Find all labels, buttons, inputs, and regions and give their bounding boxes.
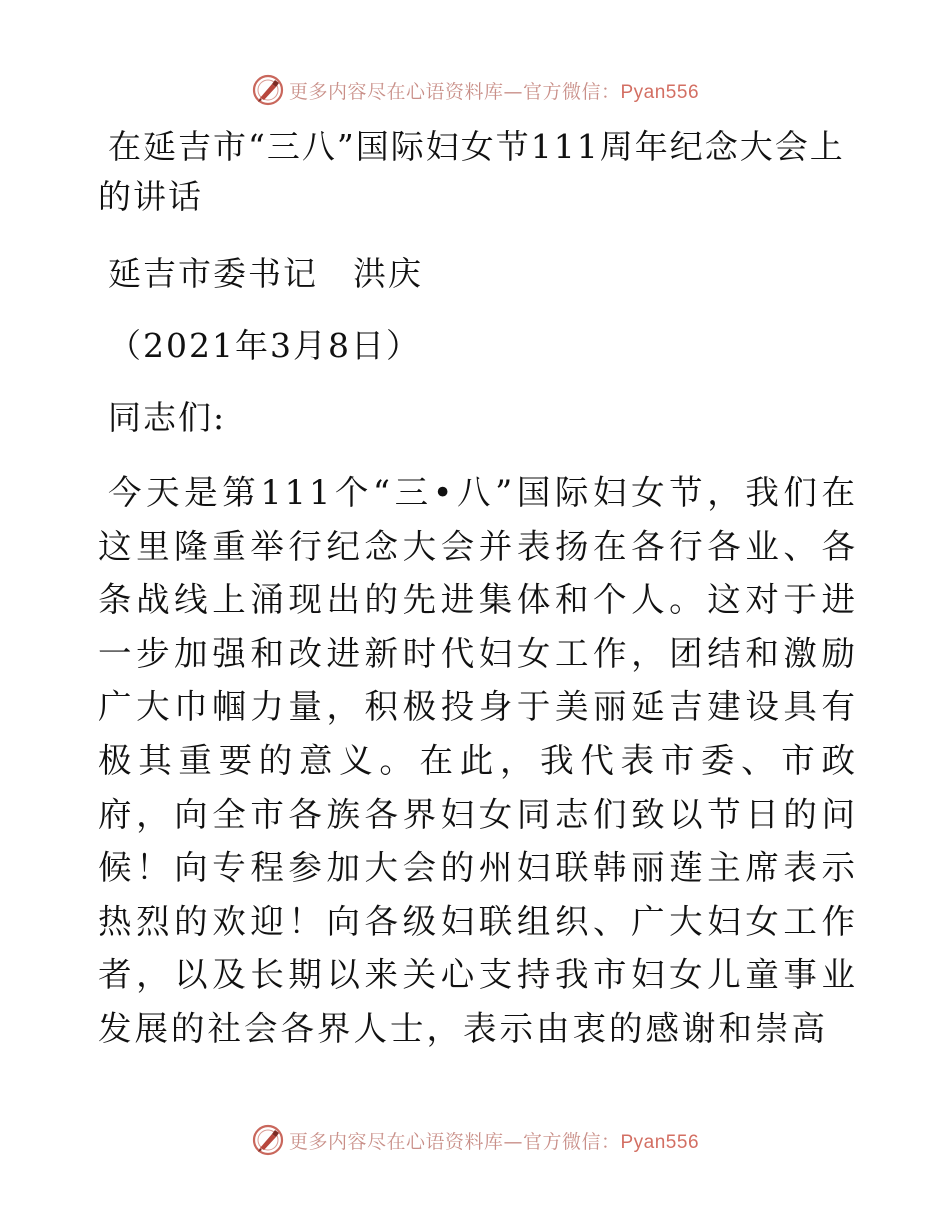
watermark-account: Pyan556 <box>620 1131 700 1153</box>
speech-paragraph: 今天是第111个“三•八”国际妇女节，我们在这里隆重举行纪念大会并表扬在各行各业、各条战线上涌现出的先进集体和个人。这对于进一步加强和改进新时代妇女工作，团结和激励广大巾帼力量，积极投身于美丽延吉建设具有极其重要的意义。在此，我代表市委、市政府，向全市各族各界妇女同志们致以节日的问候！向专程参加大会的州妇联韩丽莲主席表示热烈的欢迎！向各级妇联组织、广大妇女工作者，以及长期以来关心支持我市妇女儿童事业发展的社会各界人士，表示由衷的感谢和崇高 <box>98 473 858 1048</box>
speech-author: 延吉市委书记 洪庆 <box>108 254 423 293</box>
watermark-account: Pyan556 <box>620 81 700 103</box>
speech-date: （2021年3月8日） <box>108 326 421 365</box>
header-watermark <box>0 70 950 110</box>
watermark-text: 更多内容尽在心语资料库—官方微信：Pyan556 <box>288 1130 700 1153</box>
pen-logo-icon <box>251 1123 285 1157</box>
speech-greeting: 同志们: <box>108 398 227 437</box>
document-body <box>98 122 858 1056</box>
footer-watermark <box>0 1120 950 1160</box>
watermark-text: 更多内容尽在心语资料库—官方微信：Pyan556 <box>288 80 700 103</box>
pen-logo-icon <box>251 73 285 107</box>
speech-title: 在延吉市“三八”国际妇女节111周年纪念大会上的讲话 <box>98 127 845 216</box>
